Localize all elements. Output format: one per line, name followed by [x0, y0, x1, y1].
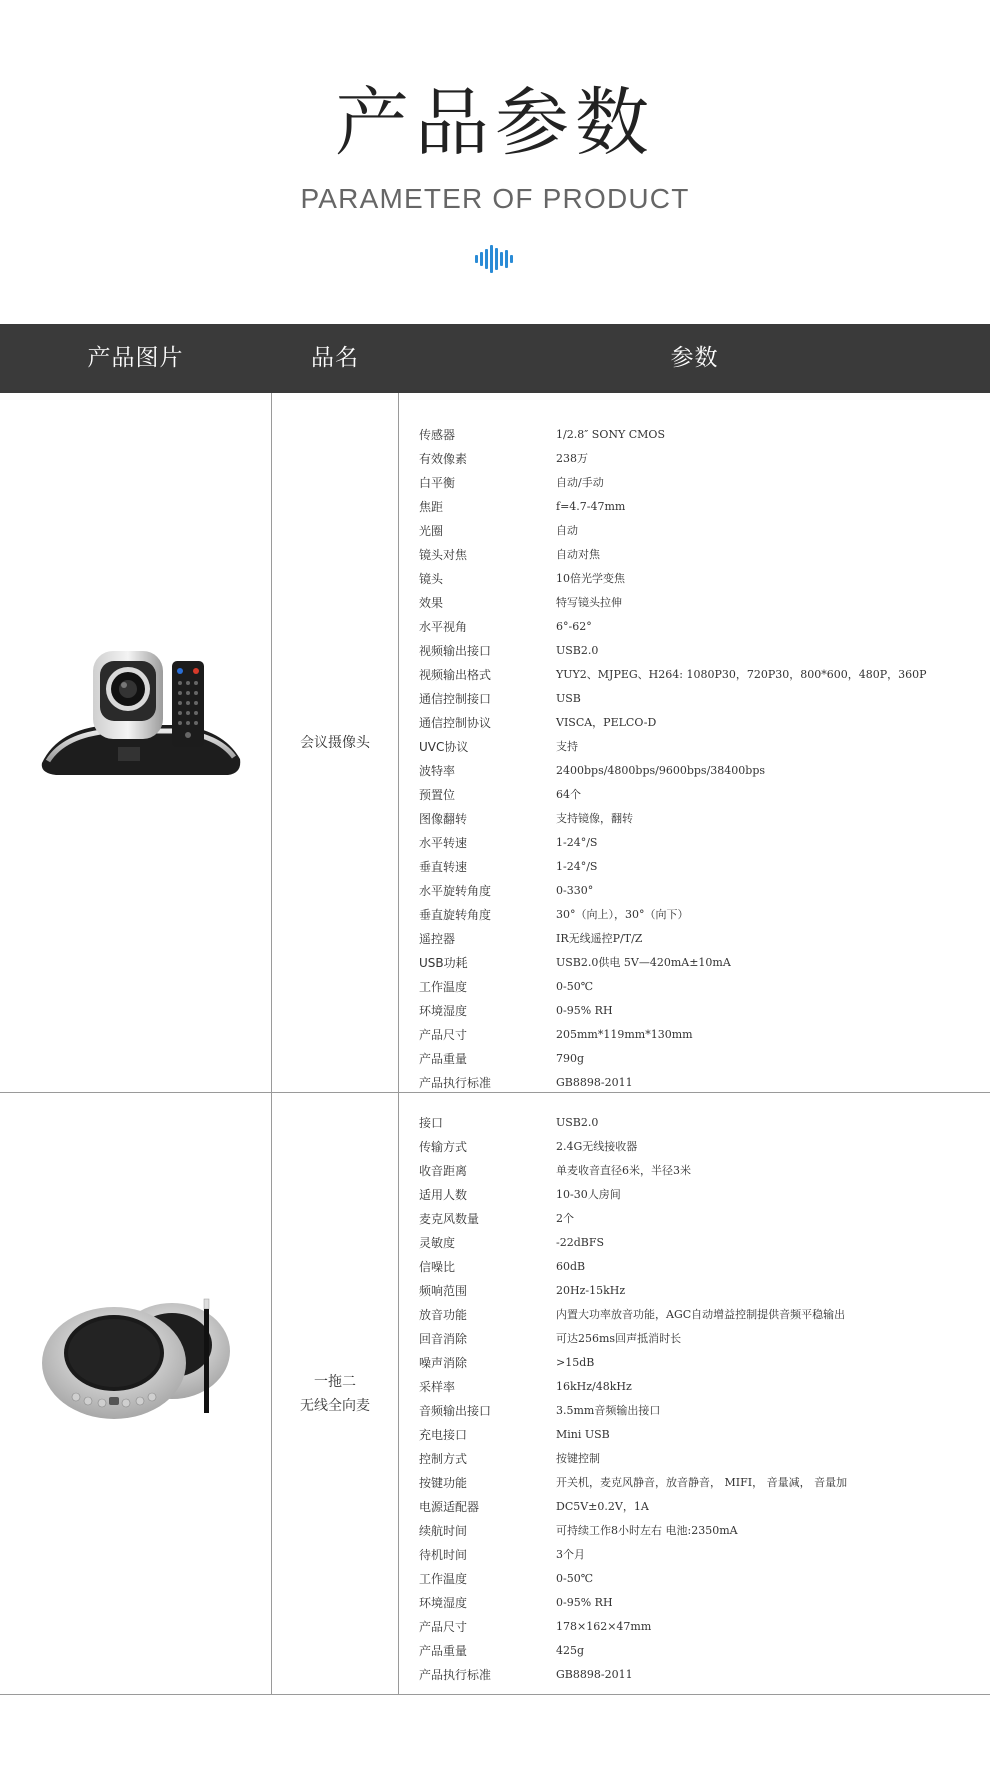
spec-value: USB2.0供电 5V—420mA±10mA [556, 956, 731, 969]
spec-key: 放音功能 [419, 1308, 468, 1322]
spec-value: IR无线遥控P/T/Z [556, 932, 643, 945]
spec-value: 特写镜头拉伸 [556, 596, 622, 609]
spec-key: 镜头 [419, 572, 444, 586]
header-parameters: 参数 [670, 345, 719, 371]
spec-value: USB2.0 [556, 644, 599, 657]
product-name-line1: 一拖二 [314, 1373, 356, 1390]
spec-cell [399, 393, 990, 1092]
spec-key: 环境湿度 [419, 1004, 468, 1018]
spec-key: 通信控制接口 [419, 692, 492, 706]
spec-key: 频响范围 [419, 1284, 468, 1298]
spec-value: 0-50℃ [556, 980, 594, 993]
spec-key: 信噪比 [419, 1260, 456, 1274]
spec-value: 支持 [556, 740, 578, 753]
spec-value: 3个月 [556, 1548, 585, 1561]
page-title: 产品参数 [335, 80, 655, 166]
product-name-cell [272, 1093, 399, 1694]
spec-value: 16kHz/48kHz [556, 1380, 632, 1393]
spec-key: 待机时间 [419, 1548, 468, 1562]
spec-key: 产品尺寸 [419, 1620, 468, 1634]
spec-value: 单麦收音直径6米，半径3米 [556, 1164, 691, 1177]
table-header [0, 324, 990, 393]
spec-value: 178×162×47mm [556, 1620, 652, 1633]
spec-value: 20Hz-15kHz [556, 1284, 626, 1297]
spec-key: 收音距离 [419, 1164, 468, 1178]
spec-key: 焦距 [419, 500, 444, 514]
spec-value: Mini USB [556, 1428, 610, 1441]
spec-key: 水平旋转角度 [419, 884, 492, 898]
spec-value: 开关机，麦克风静音，放音静音， MIFI， 音量减， 音量加 [556, 1476, 848, 1489]
product-image-cell [0, 393, 272, 1092]
spec-key: 垂直转速 [419, 860, 468, 874]
spec-key: UVC协议 [419, 740, 469, 754]
hero-header [0, 0, 990, 324]
spec-value: 425g [556, 1644, 585, 1657]
spec-value: 60dB [556, 1260, 586, 1273]
table-row-microphone [0, 1093, 990, 1695]
spec-value: 按键控制 [556, 1452, 600, 1465]
spec-value: 自动对焦 [556, 548, 600, 561]
product-image-cell [0, 1093, 272, 1694]
spec-key: 视频输出格式 [419, 668, 492, 682]
spec-key: 麦克风数量 [419, 1212, 480, 1226]
spec-value: 238万 [556, 452, 588, 465]
spec-key: 镜头对焦 [419, 548, 468, 562]
spec-key: 水平转速 [419, 836, 468, 850]
spec-key: USB功耗 [419, 956, 468, 970]
spec-value: VISCA，PELCO-D [556, 716, 657, 729]
spec-value: 10-30人房间 [556, 1188, 621, 1201]
spec-key: 水平视角 [419, 620, 468, 634]
spec-value: 1-24°/S [556, 860, 598, 873]
spec-value: 自动/手动 [556, 476, 604, 489]
spec-key: 环境湿度 [419, 1596, 468, 1610]
spec-value: 可持续工作8小时左右 电池:2350mA [556, 1524, 738, 1537]
spec-value: 64个 [556, 788, 581, 801]
spec-key: 产品尺寸 [419, 1028, 468, 1042]
spec-value: 自动 [556, 524, 578, 537]
spec-value: 0-95% RH [556, 1596, 613, 1609]
spec-key: 传感器 [419, 428, 456, 442]
product-name: 会议摄像头 [300, 734, 370, 751]
spec-value: 2个 [556, 1212, 574, 1225]
spec-cell [399, 1093, 990, 1694]
spec-value: 205mm*119mm*130mm [556, 1028, 693, 1041]
spec-key: 接口 [419, 1116, 444, 1130]
product-name-cell [272, 393, 399, 1092]
spec-key: 波特率 [419, 764, 456, 778]
spec-value: 0-95% RH [556, 1004, 613, 1017]
spec-key: 控制方式 [419, 1452, 468, 1466]
spec-key: 灵敏度 [419, 1236, 456, 1250]
spec-key: 适用人数 [419, 1188, 468, 1202]
spec-key: 音频输出接口 [419, 1404, 492, 1418]
spec-key: 通信控制协议 [419, 716, 492, 730]
spec-value: 2.4G无线接收器 [556, 1140, 638, 1153]
spec-key: 回音消除 [419, 1332, 468, 1346]
spec-key: 充电接口 [419, 1428, 468, 1442]
product-name-line2: 无线全向麦 [300, 1397, 370, 1414]
spec-value: 1/2.8″ SONY CMOS [556, 428, 665, 441]
spec-value: 10倍光学变焦 [556, 572, 625, 585]
sound-wave-icon [475, 245, 515, 273]
spec-key: 效果 [419, 596, 444, 610]
spec-key: 产品重量 [419, 1052, 468, 1066]
spec-key: 图像翻转 [419, 812, 468, 826]
spec-value: 6°-62° [556, 620, 592, 633]
spec-value: DC5V±0.2V，1A [556, 1500, 649, 1513]
spec-key: 工作温度 [419, 980, 468, 994]
spec-key: 垂直旋转角度 [419, 908, 492, 922]
spec-key: 按键功能 [419, 1476, 468, 1490]
spec-value: 1-24°/S [556, 836, 598, 849]
spec-value: YUY2、MJPEG、H264: 1080P30，720P30，800*600，480P，360P [556, 668, 927, 681]
spec-value: -22dBFS [556, 1236, 605, 1249]
spec-value: >15dB [556, 1356, 595, 1369]
wireless-speakerphone-image [32, 1293, 244, 1423]
spec-value: GB8898-2011 [556, 1668, 633, 1681]
spec-key: 采样率 [419, 1380, 456, 1394]
spec-value: 790g [556, 1052, 585, 1065]
spec-key: 遥控器 [419, 932, 456, 946]
spec-key: 噪声消除 [419, 1356, 468, 1370]
spec-value: 3.5mm音频输出接口 [556, 1404, 661, 1417]
spec-key: 有效像素 [419, 452, 468, 466]
spec-value: GB8898-2011 [556, 1076, 633, 1089]
spec-value: 0-50℃ [556, 1572, 594, 1585]
spec-key: 传输方式 [419, 1140, 468, 1154]
header-product-name: 品名 [311, 345, 359, 371]
spec-key: 视频输出接口 [419, 644, 492, 658]
table-row-camera [0, 393, 990, 1093]
spec-key: 预置位 [419, 788, 456, 802]
spec-key: 电源适配器 [419, 1500, 480, 1514]
spec-key: 工作温度 [419, 1572, 468, 1586]
spec-key: 产品重量 [419, 1644, 468, 1658]
spec-value: USB [556, 692, 581, 705]
spec-value: 支持镜像，翻转 [556, 812, 633, 825]
header-product-image: 产品图片 [87, 345, 184, 371]
spec-value: 可达256ms回声抵消时长 [556, 1332, 682, 1345]
spec-value: 30°（向上），30°（向下） [556, 908, 689, 921]
spec-value: f=4.7-47mm [556, 500, 626, 513]
page-subtitle: PARAMETER OF PRODUCT [300, 183, 690, 214]
spec-value: 内置大功率放音功能，AGC自动增益控制提供音频平稳输出 [556, 1308, 846, 1321]
spec-key: 光圈 [419, 524, 444, 538]
conference-camera-image [38, 651, 244, 781]
spec-value: USB2.0 [556, 1116, 599, 1129]
spec-key: 续航时间 [419, 1524, 468, 1538]
spec-key: 产品执行标准 [419, 1076, 492, 1090]
spec-value: 0-330° [556, 884, 594, 897]
spec-value: 2400bps/4800bps/9600bps/38400bps [556, 764, 766, 777]
spec-key: 白平衡 [419, 476, 456, 490]
spec-key: 产品执行标准 [419, 1668, 492, 1682]
